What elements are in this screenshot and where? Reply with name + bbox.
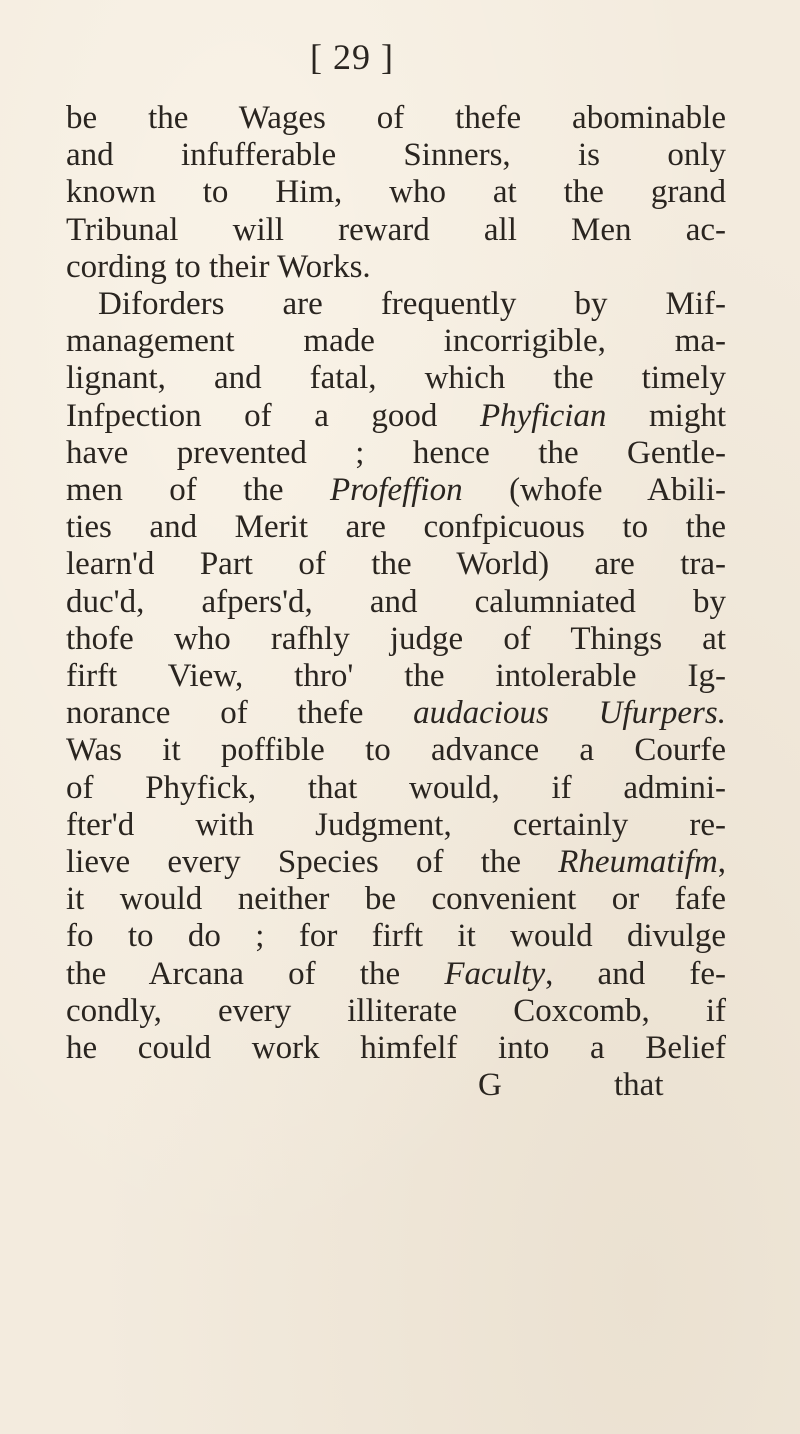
text-segment: norance of thefe [66,695,414,732]
text-segment: might [606,397,726,434]
text-line: of Phyfick, that would, if admini- [66,769,726,806]
text-line: fter'd with Judgment, certainly re- [66,806,726,843]
text-line: fo to do ; for firft it would divulge [66,918,726,955]
text-line [66,472,726,509]
text-line [66,956,726,993]
text-segment: men of the [66,472,330,509]
text-line: and infufferable Sinners, is only [66,137,726,174]
text-segment: lieve every Species of the [66,844,559,881]
text-line: learn'd Part of the World) are tra- [66,546,726,583]
italic-term-rheumatism: Rheumatifm [558,844,718,881]
text-line: Was it poffible to advance a Courfe [66,732,726,769]
italic-term-physician: Phyfician [479,397,607,434]
text-line [66,844,726,881]
text-line: it would neither be convenient or fafe [66,881,726,918]
text-segment: , [717,844,726,881]
body-text [66,100,726,1104]
text-line: management made incorrigible, ma- [66,323,726,360]
text-line [66,398,726,435]
text-line [66,695,726,732]
page-number: [ 29 ] [310,37,394,77]
text-line: ties and Merit are confpicuous to the [66,509,726,546]
text-segment: , and fe- [545,955,727,992]
text-line: firft View, thro' the intolerable Ig- [66,658,726,695]
text-line: be the Wages of thefe abominable [66,100,726,136]
italic-term-faculty: Faculty [444,955,546,992]
text-segment: (whofe Abili- [462,472,726,509]
text-line: condly, every illiterate Coxcomb, if [66,992,726,1029]
signature-mark: G [478,1067,502,1104]
text-segment: Infpection of a good [66,397,480,434]
text-line: Tribunal will reward all Men ac- [66,211,726,248]
italic-term-profession: Profeffion [330,472,463,509]
text-line: Diforders are frequently by Mif- [98,286,726,323]
text-line: known to Him, who at the grand [66,174,726,211]
text-line: duc'd, afpers'd, and calumniated by [66,583,726,620]
catchword: that [614,1067,664,1104]
text-line: thofe who rafhly judge of Things at [66,620,726,657]
footer-line [66,1067,726,1104]
text-line: he could work himfelf into a Belief [66,1030,726,1067]
text-line: cording to their Works. [66,248,371,285]
text-line: have prevented ; hence the Gentle- [66,434,726,471]
text-segment: the Arcana of the [66,955,445,992]
text-line: lignant, and fatal, which the timely [66,360,726,397]
italic-term-usurpers: audacious Ufurpers. [413,695,726,732]
